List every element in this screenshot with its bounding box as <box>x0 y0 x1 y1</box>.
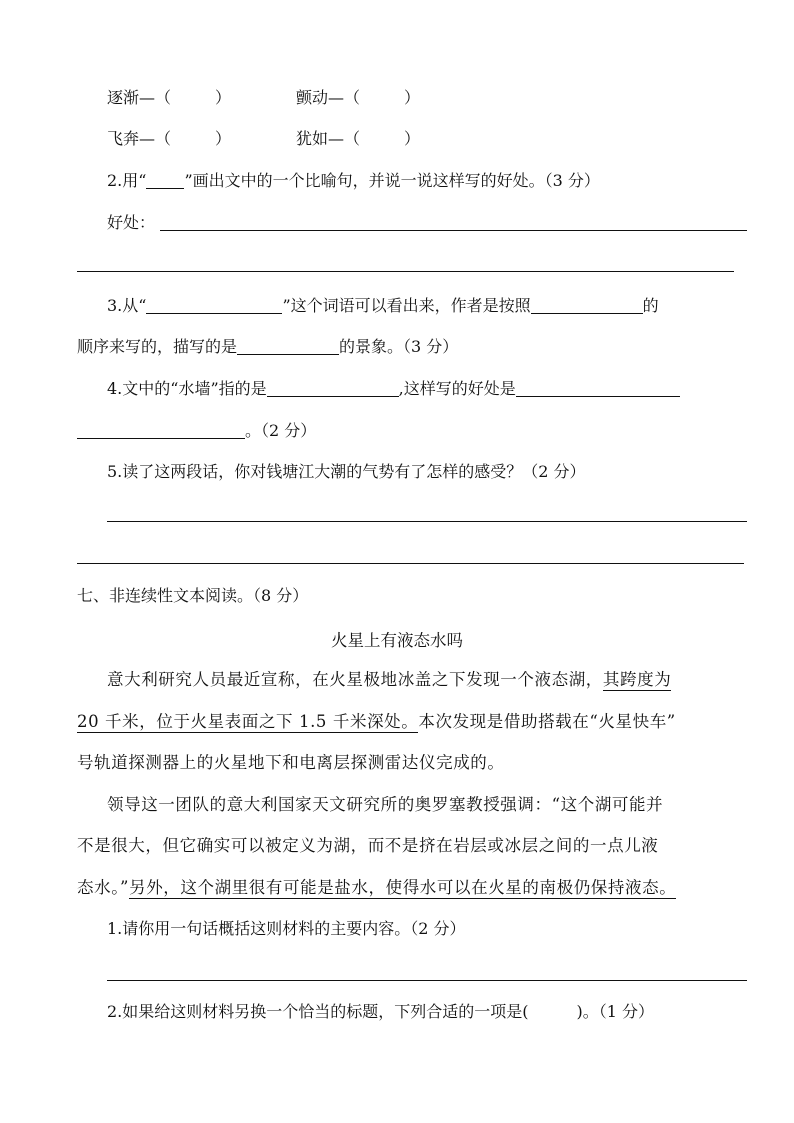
word-item-2: 颤动—（ ） <box>296 88 421 107</box>
passage-line: 态水。”另外，这个湖里很有可能是盐水，使得水可以在火星的南极仍保持液态。 <box>77 878 677 897</box>
passage-line: 领导这一团队的意大利国家天文研究所的奥罗塞教授强调：“这个湖可能并 <box>107 795 664 814</box>
question-4-line-2: 。（2 分） <box>77 421 316 441</box>
question-5: 5.读了这两段话，你对钱塘江大潮的气势有了怎样的感受？（2 分） <box>107 462 586 481</box>
answer-line[interactable] <box>77 563 744 564</box>
answer-line[interactable] <box>107 980 747 981</box>
question-2: 2.用“ ”画出文中的一个比喻句，并说一说这样写的好处。（3 分） <box>107 171 600 190</box>
s7-question-1: 1.请你用一句话概括这则材料的主要内容。（2 分） <box>107 919 466 938</box>
answer-blank[interactable] <box>146 297 282 314</box>
answer-line[interactable] <box>160 230 747 231</box>
passage-title: 火星上有液态水吗 <box>331 631 463 650</box>
word-item-3: 飞奔—（ ） <box>107 129 232 148</box>
answer-blank[interactable] <box>146 172 184 189</box>
answer-blank[interactable] <box>237 338 339 355</box>
answer-blank[interactable] <box>267 380 399 397</box>
section-heading: 七、非连续性文本阅读。（8 分） <box>77 586 309 605</box>
word-item-1: 逐渐—（ ） <box>107 88 232 107</box>
question-4: 4.文中的“水墙”指的是 ,这样写的好处是 <box>107 379 680 399</box>
answer-line[interactable] <box>77 271 734 272</box>
answer-label: 好处： <box>107 213 156 232</box>
answer-blank[interactable] <box>531 297 643 314</box>
passage-line: 意大利研究人员最近宣称，在火星极地冰盖之下发现一个液态湖，其跨度为 <box>107 670 672 689</box>
question-3: 3.从“ ”这个词语可以看出来，作者是按照 的 <box>107 296 659 315</box>
passage-line: 号轨道探测器上的火星地下和电离层探测雷达仪完成的。 <box>77 753 505 772</box>
passage-line: 不是很大，但它确实可以被定义为湖，而不是挤在岩层或冰层之间的一点儿液 <box>77 836 659 855</box>
word-item-4: 犹如—（ ） <box>296 129 421 148</box>
s7-question-2: 2.如果给这则材料另换一个恰当的标题，下列合适的一项是( )。（1 分） <box>107 1002 655 1021</box>
answer-line[interactable] <box>107 521 747 522</box>
answer-blank[interactable] <box>77 422 245 439</box>
answer-blank[interactable] <box>516 380 680 397</box>
question-3-line-2: 顺序来写的，描写的是 的景象。（3 分） <box>77 337 459 356</box>
passage-line: 20 千米，位于火星表面之下 1.5 千米深处。本次发现是借助搭载在“火星快车” <box>77 712 676 731</box>
